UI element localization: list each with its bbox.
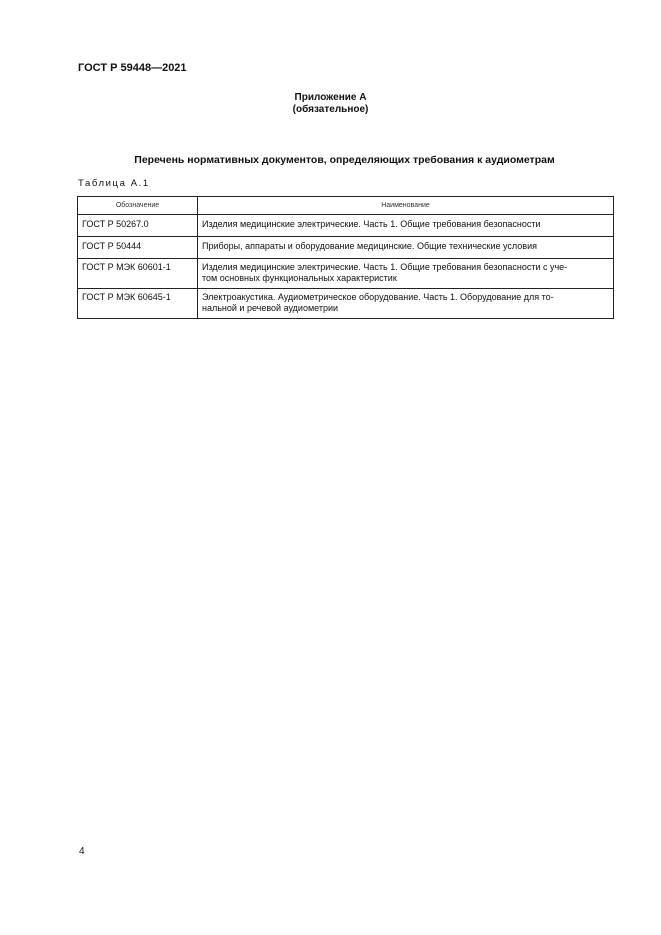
table-row xyxy=(78,289,614,319)
row-name: Приборы, аппараты и оборудование медицинские. Общие технические условия xyxy=(198,237,614,259)
row-code: ГОСТ Р 50267.0 xyxy=(78,215,198,237)
document-code: ГОСТ Р 59448—2021 xyxy=(78,62,187,74)
row-code: ГОСТ Р МЭК 60601-1 xyxy=(78,259,198,289)
table-label: Таблица А.1 xyxy=(78,178,150,189)
table-row xyxy=(78,237,614,259)
appendix-title: Приложение А xyxy=(294,92,367,103)
table-header-row xyxy=(78,197,614,215)
references-table xyxy=(77,196,614,319)
column-header-code: Обозначение xyxy=(78,197,198,215)
row-name: Изделия медицинские электрические. Часть 1. Общие требования безопасности с уче- том основных функциональных характеристик xyxy=(198,259,614,289)
table-row xyxy=(78,215,614,237)
appendix-heading xyxy=(0,92,661,116)
row-code: ГОСТ Р 50444 xyxy=(78,237,198,259)
row-name: Электроакустика. Аудиометрическое оборудование. Часть 1. Оборудование для то- нальной и речевой аудиометрии xyxy=(198,289,614,319)
page-number: 4 xyxy=(79,846,85,857)
list-title: Перечень нормативных документов, определяющих требования к аудиометрам xyxy=(134,154,555,166)
table-row xyxy=(78,259,614,289)
appendix-status: (обязательное) xyxy=(292,104,369,115)
row-code: ГОСТ Р МЭК 60645-1 xyxy=(78,289,198,319)
row-name: Изделия медицинские электрические. Часть 1. Общие требования безопасности xyxy=(198,215,614,237)
column-header-name: Наименование xyxy=(198,197,614,215)
